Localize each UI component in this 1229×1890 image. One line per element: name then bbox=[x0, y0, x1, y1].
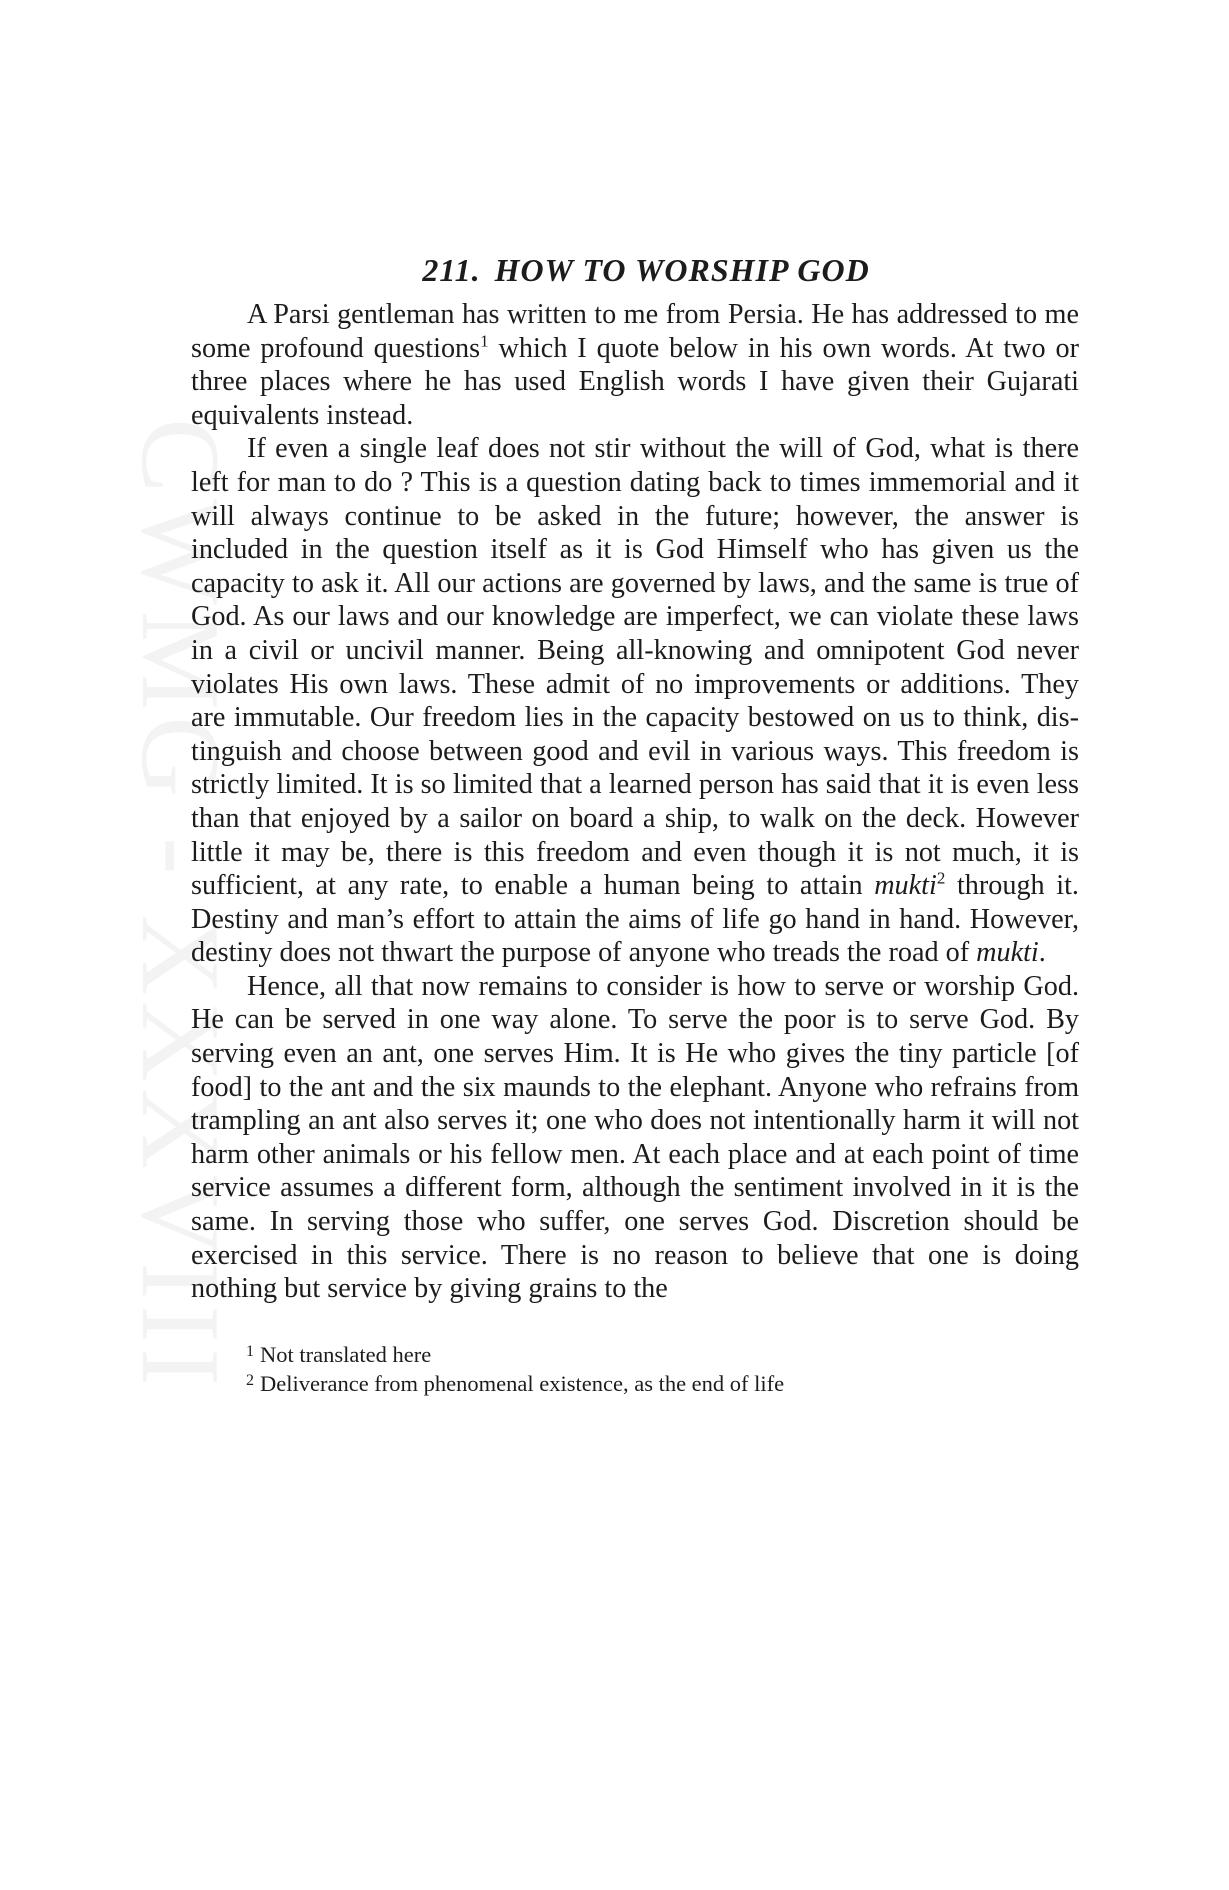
paragraph-text: Hence, all that now remains to consider is how to serve or worship God. He can be served in one way alone. To serve the poor is to serve God. By serving even an ant, one serves Him. It is He who gives the tiny particle [of food] to the ant and the six maunds to the elephant. Anyone who refrains from trampling an ant also serves it; one who does not intentionally harm it will not harm other animals or his fellow men. At each place and at each point of time service assumes a different form, although the sentiment involved in it is the same. In serving those who suffer, one serves God. Discretion should be exercised in this service. There is no reason to believe that one is doing nothing but service by giving grains to the bbox=[191, 970, 1079, 1305]
paragraph-text: If even a single leaf does not stir without the will of God, what is there left for man to do ? This is a question dating back to times immemorial and it will always continue to be asked in the future; however, the answer is included in the question itself as it is God Himself who has given us the capacity to ask it. All our actions are governed by laws, and the same is true of God. As our laws and our knowledge are imperfect, we can violate these laws in a civil or uncivil manner. Being all-knowing and omnipotent God never violates His own laws. These admit of no improvements or additions. They are immutable. Our freedom lies in the capacity bestowed on us to think, distinguish and choose between good and evil in various ways. This freedom is strictly limited. It is so limited that a learned person has said that it is even less than that enjoyed by a sailor on board a ship, to walk on the deck. However little it may be, there is this freedom and even though it is not much, it is sufficient, at any rate, to enable a human being to attain bbox=[191, 433, 1079, 902]
paragraph bbox=[191, 298, 1079, 432]
watermark-text: CWMG - XXXVIII bbox=[118, 418, 242, 1392]
italic-term: mukti bbox=[976, 937, 1039, 969]
article-body bbox=[191, 298, 1079, 1306]
paragraph-text: A Parsi gentleman has written to me from Persia. He has addressed to me some profound questions bbox=[191, 299, 1079, 364]
footnote-reference: 2 bbox=[936, 868, 946, 888]
footnote bbox=[246, 1369, 1079, 1398]
footnote-marker: 2 bbox=[246, 1371, 254, 1389]
footnote-text: Not translated here bbox=[260, 1341, 432, 1367]
article-number: 211. bbox=[422, 252, 481, 288]
footnote-reference: 1 bbox=[480, 331, 489, 351]
page-content bbox=[191, 240, 1079, 1398]
italic-term: mukti bbox=[874, 870, 937, 902]
footnote-text: Deliverance from phenomenal existence, as the end of life bbox=[260, 1370, 785, 1396]
paragraph bbox=[191, 432, 1079, 970]
paragraph-text: which I quote below in his own words. At two or three places where he has used English words I have given their Gujarati equivalents instead. bbox=[191, 332, 1079, 431]
article-title bbox=[191, 250, 1079, 290]
paragraph bbox=[191, 970, 1079, 1306]
paragraph-text: through it. Destiny and man’s effort to attain the aims of life go hand in hand. However, destiny does not thwart the purpose of anyone who treads the road of bbox=[191, 870, 1079, 969]
footnote-marker: 1 bbox=[246, 1342, 254, 1360]
paragraph-text: . bbox=[1038, 937, 1046, 969]
article-title-text: HOW TO WORSHIP GOD bbox=[494, 252, 870, 288]
footnotes bbox=[191, 1340, 1079, 1398]
footnote bbox=[246, 1340, 1079, 1369]
